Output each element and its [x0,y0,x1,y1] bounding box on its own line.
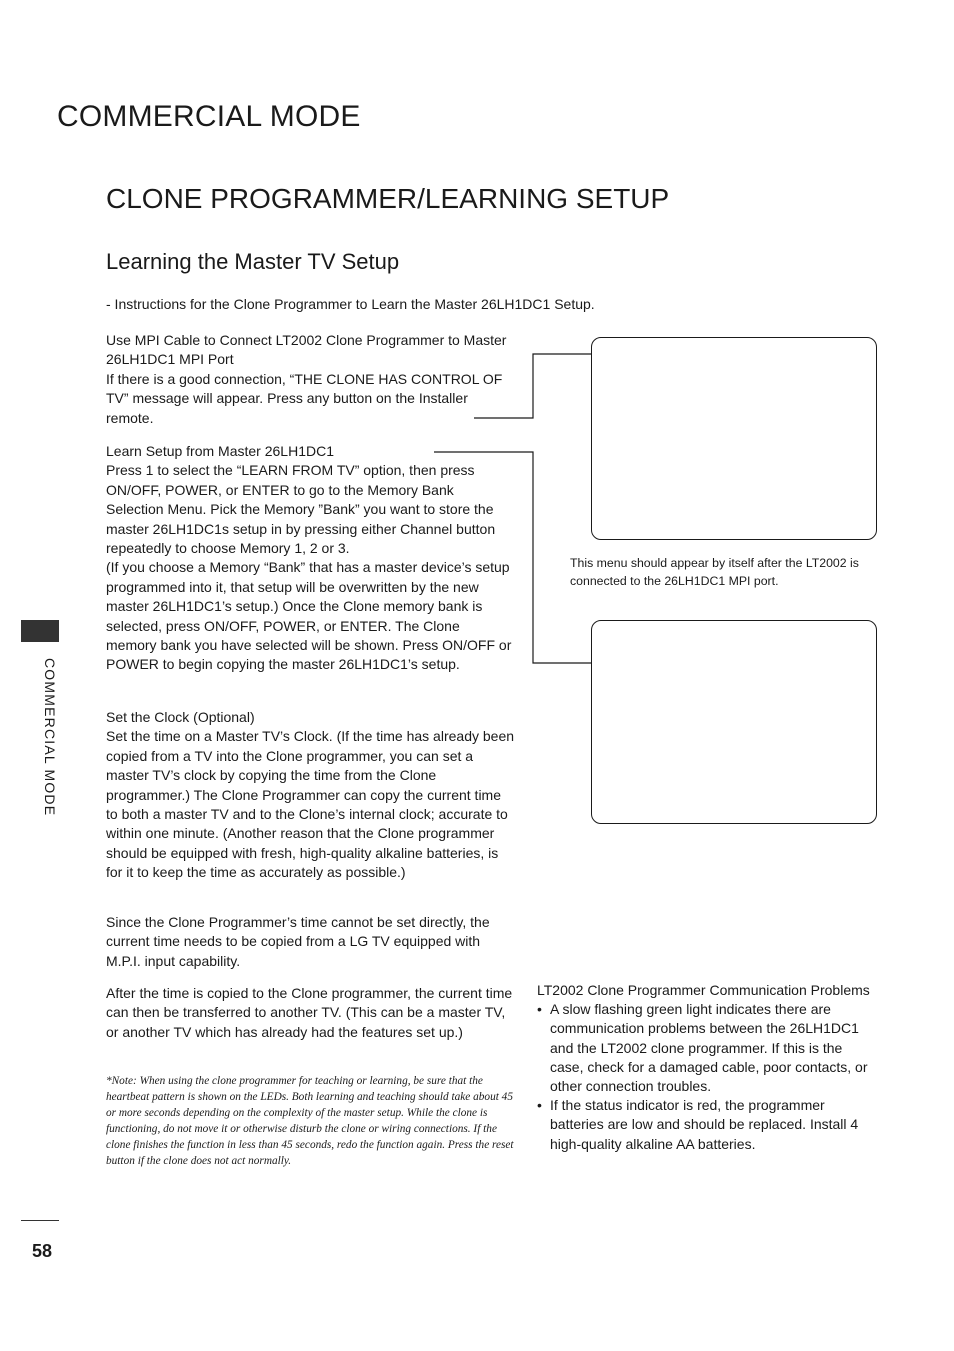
sidebar-marker [21,620,59,642]
screen-caption: This menu should appear by itself after the LT2002 is connected to the 26LH1DC1 MPI port. [570,556,859,588]
paragraph-text: After the time is copied to the Clone programmer, the current time can then be transferred to another TV. (This can be a master TV, or another TV which has already had the features set up.) [106,985,513,1040]
tv-screen-placeholder-2 [591,620,877,824]
step-body-continued: (If you choose a Memory “Bank” that has a master device’s setup programmed into it, that setup will be overwritten by the new master 26LH1DC1’s setup.) Once the Clone memory bank is selected, press ON/OFF, POWER, or ENTER. The Clone memory bank you have selected will be shown. Press ON/OFF or POWER to begin copying the master 26LH1DC1’s setup. [106,559,512,673]
step-body: Press 1 to select the “LEARN FROM TV” option, then press ON/OFF, POWER, or ENTER to go to the Memory Bank Selection Menu. Pick the Memory ”Bank” you want to store the master 26LH1DC1s setup in by pressing either Channel button repeatedly to choose Memory 1, 2 or 3. [106,462,496,557]
step-heading: Set the Clock (Optional) [106,709,255,725]
step-heading: Use MPI Cable to Connect LT2002 Clone Programmer to Master 26LH1DC1 MPI Port [106,332,507,368]
callout-line-1 [474,354,603,418]
step-body: Set the time on a Master TV’s Clock. (If the time has already been copied from a TV into the Clone programmer, you can set a master TV’s clock by copying the time from the Clone programmer.) The Clone Programmer can copy the current time to both a master TV and to the Clone’s internal clock; accurate to within one minute. (Another reason that the Clone programmer should be equipped with fresh, high-quality alkaline batteries, is for it to keep the time as accurately as possible.) [106,728,515,881]
step-body: If there is a good connection, “THE CLONE HAS CONTROL OF TV” message will appear. Press any button on the Installer remote. [106,370,503,426]
bullet-icon: • [537,1001,542,1018]
paragraph-text: Since the Clone Programmer’s time cannot be set directly, the current time needs to be copied from a LG TV equipped with M.P.I. input capability. [106,914,490,969]
step-heading: Learn Setup from Master 26LH1DC1 [106,443,334,459]
problems-list [537,1000,872,1154]
page-title: CLONE PROGRAMMER/LEARNING SETUP [106,183,670,214]
sidebar-label: COMMERCIAL MODE [42,658,58,817]
section-title: COMMERCIAL MODE [57,100,361,133]
bullet-icon: • [537,1097,542,1114]
subsection-title: Learning the Master TV Setup [106,249,400,274]
footnote: *Note: When using the clone programmer for teaching or learning, be sure that the heartbeat pattern is shown on the LEDs. Both learning and teaching should take about 45 or more seconds depending on the complexity of the master setup. While the clone is functioning, do not move it or otherwise disturb the clone or wiring connections. If the clone finishes the function in less than 45 seconds, redo the function again. Press the reset button if the clone does not act normally. [106,1075,514,1167]
list-item-text: A slow flashing green light indicates there are communication problems between the 26LH1DC1 and the LT2002 clone programmer. If this is the case, check for a damaged cable, poor contacts, or other connection troubles. [550,1001,868,1095]
list-item-text: If the status indicator is red, the programmer batteries are low and should be replaced. Install 4 high-quality alkaline AA batteries. [550,1097,859,1152]
problems-heading: LT2002 Clone Programmer Communication Problems [537,982,870,998]
list-item [537,1096,872,1154]
list-item [537,1000,872,1096]
page-number: 58 [32,1241,53,1261]
footer-rule [21,1220,59,1221]
problems-section [537,981,872,1154]
intro-text: - Instructions for the Clone Programmer to Learn the Master 26LH1DC1 Setup. [106,296,595,312]
tv-screen-placeholder-1 [591,337,877,540]
